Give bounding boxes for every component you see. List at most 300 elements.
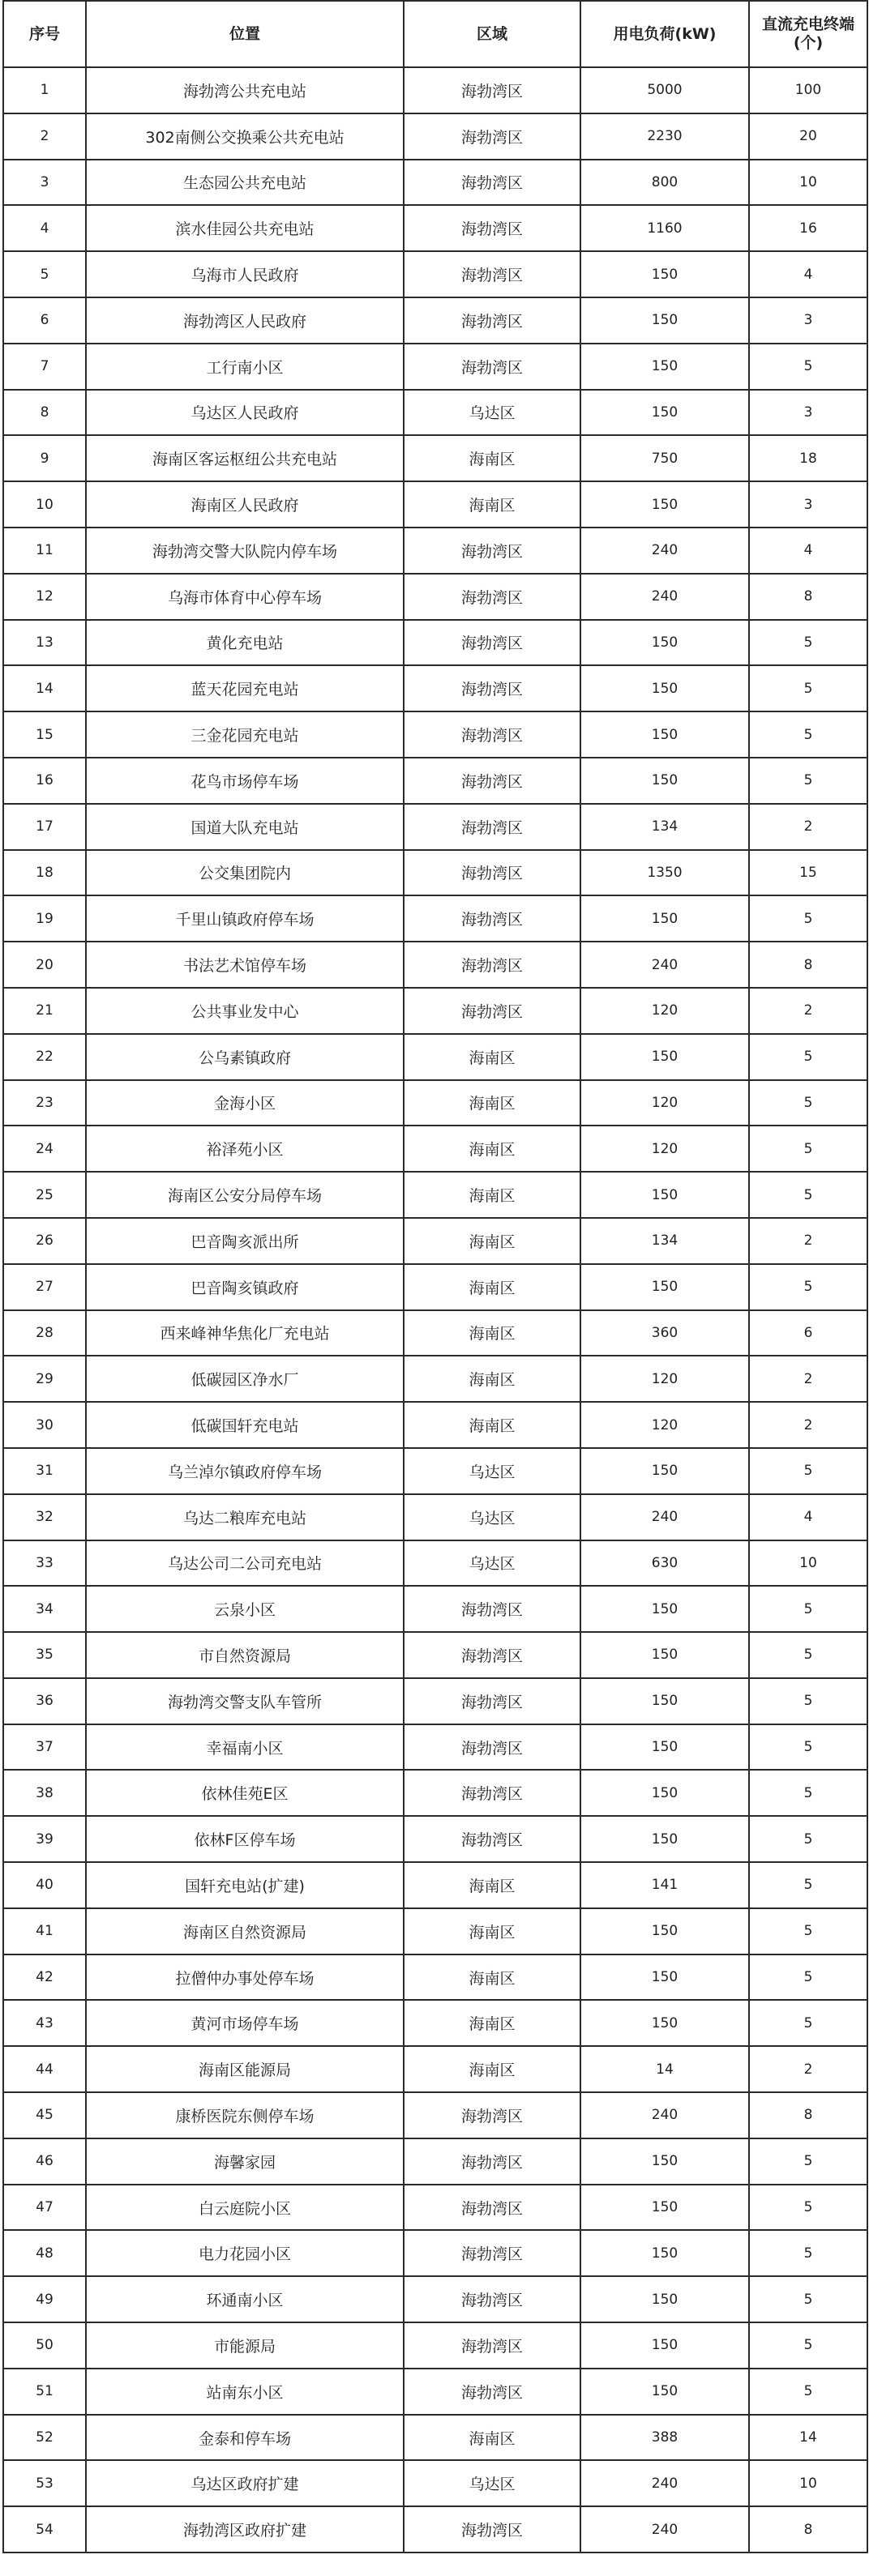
cell-power-load: 150 [580, 2276, 749, 2322]
cell-district: 海勃湾区 [404, 1770, 580, 1816]
cell-power-load: 150 [580, 251, 749, 297]
cell-serial-number: 6 [3, 297, 86, 344]
cell-serial-number: 28 [3, 1310, 86, 1356]
cell-dc-terminals: 5 [749, 1264, 867, 1310]
cell-power-load: 750 [580, 435, 749, 481]
cell-district: 海南区 [404, 1908, 580, 1954]
cell-district: 海勃湾区 [404, 895, 580, 942]
cell-district: 乌达区 [404, 2460, 580, 2506]
cell-serial-number: 18 [3, 850, 86, 896]
cell-serial-number: 44 [3, 2046, 86, 2092]
cell-location: 西来峰神华焦化厂充电站 [86, 1310, 404, 1356]
cell-power-load: 800 [580, 160, 749, 206]
cell-serial-number: 27 [3, 1264, 86, 1310]
cell-dc-terminals: 5 [749, 1080, 867, 1126]
cell-power-load: 120 [580, 1080, 749, 1126]
cell-district: 海南区 [404, 1264, 580, 1310]
cell-serial-number: 43 [3, 2000, 86, 2046]
table-row [3, 1540, 867, 1587]
cell-location: 康桥医院东侧停车场 [86, 2092, 404, 2138]
table-row [3, 711, 867, 758]
cell-district: 海勃湾区 [404, 804, 580, 850]
cell-dc-terminals: 5 [749, 2000, 867, 2046]
table-row [3, 2046, 867, 2092]
cell-serial-number: 9 [3, 435, 86, 481]
cell-dc-terminals: 5 [749, 1034, 867, 1080]
cell-location: 幸福南小区 [86, 1724, 404, 1771]
cell-dc-terminals: 5 [749, 895, 867, 942]
cell-district: 海勃湾区 [404, 528, 580, 574]
cell-district: 海南区 [404, 1034, 580, 1080]
cell-location: 海馨家园 [86, 2138, 404, 2185]
cell-serial-number: 19 [3, 895, 86, 942]
cell-district: 海勃湾区 [404, 711, 580, 758]
cell-location: 环通南小区 [86, 2276, 404, 2322]
cell-serial-number: 5 [3, 251, 86, 297]
cell-power-load: 2230 [580, 113, 749, 160]
cell-location: 乌达公司二公司充电站 [86, 1540, 404, 1587]
table-row [3, 297, 867, 344]
cell-location: 金泰和停车场 [86, 2415, 404, 2461]
cell-serial-number: 32 [3, 1494, 86, 1540]
cell-serial-number: 40 [3, 1862, 86, 1908]
cell-district: 海勃湾区 [404, 988, 580, 1034]
cell-location: 花鸟市场停车场 [86, 758, 404, 804]
cell-dc-terminals: 5 [749, 2276, 867, 2322]
cell-district: 海勃湾区 [404, 2369, 580, 2415]
cell-power-load: 120 [580, 988, 749, 1034]
cell-location: 乌海市人民政府 [86, 251, 404, 297]
cell-dc-terminals: 14 [749, 2415, 867, 2461]
header-district: 区域 [404, 1, 580, 67]
cell-power-load: 150 [580, 344, 749, 390]
cell-location: 工行南小区 [86, 344, 404, 390]
cell-power-load: 630 [580, 1540, 749, 1587]
cell-power-load: 150 [580, 620, 749, 666]
table-row [3, 1448, 867, 1494]
table-row [3, 665, 867, 711]
cell-dc-terminals: 2 [749, 2046, 867, 2092]
table-row [3, 390, 867, 436]
cell-serial-number: 50 [3, 2322, 86, 2369]
cell-location: 巴音陶亥派出所 [86, 1218, 404, 1264]
cell-location: 低碳国轩充电站 [86, 1402, 404, 1448]
table-row [3, 2322, 867, 2369]
cell-dc-terminals: 5 [749, 344, 867, 390]
cell-power-load: 240 [580, 942, 749, 988]
cell-serial-number: 10 [3, 481, 86, 528]
cell-location: 海南区客运枢纽公共充电站 [86, 435, 404, 481]
cell-dc-terminals: 5 [749, 2230, 867, 2276]
cell-power-load: 120 [580, 1356, 749, 1402]
cell-serial-number: 13 [3, 620, 86, 666]
cell-dc-terminals: 4 [749, 528, 867, 574]
cell-location: 裕泽苑小区 [86, 1126, 404, 1172]
cell-district: 海勃湾区 [404, 665, 580, 711]
cell-district: 海勃湾区 [404, 344, 580, 390]
cell-power-load: 388 [580, 2415, 749, 2461]
cell-serial-number: 53 [3, 2460, 86, 2506]
cell-power-load: 150 [580, 1034, 749, 1080]
table-row [3, 481, 867, 528]
cell-serial-number: 1 [3, 67, 86, 113]
cell-dc-terminals: 2 [749, 1218, 867, 1264]
table-row [3, 1126, 867, 1172]
cell-serial-number: 38 [3, 1770, 86, 1816]
cell-power-load: 240 [580, 2460, 749, 2506]
cell-district: 海勃湾区 [404, 574, 580, 620]
header-power-load: 用电负荷(kW) [580, 1, 749, 67]
cell-location: 依林佳苑E区 [86, 1770, 404, 1816]
cell-district: 海勃湾区 [404, 297, 580, 344]
cell-district: 海勃湾区 [404, 1816, 580, 1862]
cell-district: 海南区 [404, 1954, 580, 2001]
table-row [3, 942, 867, 988]
cell-dc-terminals: 10 [749, 2460, 867, 2506]
cell-location: 白云庭院小区 [86, 2185, 404, 2231]
cell-district: 海勃湾区 [404, 1586, 580, 1632]
cell-serial-number: 11 [3, 528, 86, 574]
table-row [3, 1678, 867, 1724]
table-row [3, 344, 867, 390]
cell-dc-terminals: 5 [749, 2185, 867, 2231]
cell-district: 海勃湾区 [404, 620, 580, 666]
cell-power-load: 150 [580, 1770, 749, 1816]
cell-dc-terminals: 5 [749, 2369, 867, 2415]
table-row [3, 251, 867, 297]
cell-serial-number: 2 [3, 113, 86, 160]
cell-dc-terminals: 5 [749, 758, 867, 804]
table-row [3, 1264, 867, 1310]
table-row [3, 113, 867, 160]
cell-serial-number: 4 [3, 205, 86, 251]
table-row [3, 620, 867, 666]
cell-power-load: 14 [580, 2046, 749, 2092]
cell-power-load: 150 [580, 2369, 749, 2415]
table-row [3, 2000, 867, 2046]
cell-serial-number: 15 [3, 711, 86, 758]
cell-dc-terminals: 2 [749, 988, 867, 1034]
cell-power-load: 150 [580, 2138, 749, 2185]
cell-power-load: 150 [580, 895, 749, 942]
cell-serial-number: 52 [3, 2415, 86, 2461]
cell-power-load: 134 [580, 1218, 749, 1264]
cell-power-load: 5000 [580, 67, 749, 113]
table-row [3, 1770, 867, 1816]
cell-location: 海勃湾区人民政府 [86, 297, 404, 344]
cell-location: 电力花园小区 [86, 2230, 404, 2276]
cell-location: 黄河市场停车场 [86, 2000, 404, 2046]
cell-power-load: 150 [580, 758, 749, 804]
cell-district: 海南区 [404, 1080, 580, 1126]
table-row [3, 2369, 867, 2415]
cell-dc-terminals: 10 [749, 1540, 867, 1587]
cell-power-load: 150 [580, 2000, 749, 2046]
cell-dc-terminals: 5 [749, 1586, 867, 1632]
cell-location: 乌海市体育中心停车场 [86, 574, 404, 620]
cell-dc-terminals: 6 [749, 1310, 867, 1356]
cell-serial-number: 42 [3, 1954, 86, 2001]
cell-district: 海勃湾区 [404, 850, 580, 896]
cell-power-load: 240 [580, 2506, 749, 2553]
cell-dc-terminals: 4 [749, 1494, 867, 1540]
cell-serial-number: 24 [3, 1126, 86, 1172]
cell-district: 海南区 [404, 2000, 580, 2046]
cell-location: 乌达区政府扩建 [86, 2460, 404, 2506]
cell-power-load: 150 [580, 1632, 749, 1678]
table-row [3, 2185, 867, 2231]
cell-serial-number: 16 [3, 758, 86, 804]
cell-location: 海南区自然资源局 [86, 1908, 404, 1954]
cell-dc-terminals: 2 [749, 804, 867, 850]
cell-district: 海南区 [404, 1218, 580, 1264]
header-dc-terminals: 直流充电终端(个) [749, 1, 867, 67]
cell-location: 乌兰淖尔镇政府停车场 [86, 1448, 404, 1494]
cell-district: 海勃湾区 [404, 113, 580, 160]
table-header-row [3, 1, 867, 67]
cell-serial-number: 22 [3, 1034, 86, 1080]
cell-dc-terminals: 5 [749, 1724, 867, 1771]
cell-district: 海勃湾区 [404, 1724, 580, 1771]
cell-district: 海南区 [404, 2046, 580, 2092]
table-row [3, 1862, 867, 1908]
cell-dc-terminals: 8 [749, 2092, 867, 2138]
table-row [3, 67, 867, 113]
cell-serial-number: 51 [3, 2369, 86, 2415]
table-row [3, 2506, 867, 2553]
cell-district: 乌达区 [404, 1448, 580, 1494]
cell-power-load: 1350 [580, 850, 749, 896]
cell-location: 国道大队充电站 [86, 804, 404, 850]
cell-serial-number: 47 [3, 2185, 86, 2231]
cell-location: 海南区公安分局停车场 [86, 1172, 404, 1218]
cell-power-load: 150 [580, 1172, 749, 1218]
cell-serial-number: 49 [3, 2276, 86, 2322]
cell-serial-number: 36 [3, 1678, 86, 1724]
cell-district: 海勃湾区 [404, 2276, 580, 2322]
table-row [3, 2092, 867, 2138]
cell-dc-terminals: 5 [749, 620, 867, 666]
cell-location: 乌达区人民政府 [86, 390, 404, 436]
cell-district: 海勃湾区 [404, 942, 580, 988]
charging-station-table [2, 0, 868, 2553]
cell-dc-terminals: 5 [749, 1908, 867, 1954]
cell-power-load: 150 [580, 1954, 749, 2001]
cell-dc-terminals: 5 [749, 711, 867, 758]
cell-dc-terminals: 5 [749, 1770, 867, 1816]
cell-serial-number: 48 [3, 2230, 86, 2276]
cell-location: 公乌素镇政府 [86, 1034, 404, 1080]
table-row [3, 2230, 867, 2276]
cell-power-load: 150 [580, 297, 749, 344]
table-row [3, 1172, 867, 1218]
cell-dc-terminals: 15 [749, 850, 867, 896]
cell-dc-terminals: 8 [749, 2506, 867, 2553]
cell-power-load: 150 [580, 1908, 749, 1954]
cell-power-load: 360 [580, 1310, 749, 1356]
cell-power-load: 134 [580, 804, 749, 850]
table-row [3, 2276, 867, 2322]
cell-dc-terminals: 5 [749, 1678, 867, 1724]
table-row [3, 1080, 867, 1126]
cell-dc-terminals: 2 [749, 1356, 867, 1402]
cell-district: 海勃湾区 [404, 2506, 580, 2553]
cell-serial-number: 26 [3, 1218, 86, 1264]
cell-district: 海南区 [404, 1402, 580, 1448]
cell-dc-terminals: 5 [749, 1816, 867, 1862]
cell-power-load: 150 [580, 2322, 749, 2369]
cell-district: 海勃湾区 [404, 2092, 580, 2138]
cell-dc-terminals: 20 [749, 113, 867, 160]
cell-serial-number: 8 [3, 390, 86, 436]
cell-dc-terminals: 3 [749, 481, 867, 528]
table-body [3, 67, 867, 2553]
cell-dc-terminals: 8 [749, 574, 867, 620]
cell-serial-number: 21 [3, 988, 86, 1034]
cell-district: 海勃湾区 [404, 1678, 580, 1724]
cell-serial-number: 54 [3, 2506, 86, 2553]
cell-district: 乌达区 [404, 1494, 580, 1540]
cell-location: 海勃湾交警大队院内停车场 [86, 528, 404, 574]
table-row [3, 160, 867, 206]
table-row [3, 1586, 867, 1632]
cell-dc-terminals: 4 [749, 251, 867, 297]
cell-serial-number: 41 [3, 1908, 86, 1954]
cell-serial-number: 46 [3, 2138, 86, 2185]
table-row [3, 758, 867, 804]
cell-dc-terminals: 100 [749, 67, 867, 113]
cell-serial-number: 31 [3, 1448, 86, 1494]
cell-power-load: 150 [580, 665, 749, 711]
cell-power-load: 141 [580, 1862, 749, 1908]
cell-location: 公交集团院内 [86, 850, 404, 896]
cell-power-load: 240 [580, 1494, 749, 1540]
cell-serial-number: 33 [3, 1540, 86, 1587]
table-row [3, 850, 867, 896]
cell-serial-number: 17 [3, 804, 86, 850]
cell-dc-terminals: 2 [749, 1402, 867, 1448]
table-row [3, 1908, 867, 1954]
cell-dc-terminals: 5 [749, 2138, 867, 2185]
cell-location: 市能源局 [86, 2322, 404, 2369]
cell-dc-terminals: 10 [749, 160, 867, 206]
cell-location: 海勃湾公共充电站 [86, 67, 404, 113]
cell-location: 金海小区 [86, 1080, 404, 1126]
cell-district: 乌达区 [404, 390, 580, 436]
cell-location: 蓝天花园充电站 [86, 665, 404, 711]
cell-district: 海勃湾区 [404, 2138, 580, 2185]
table-row [3, 1310, 867, 1356]
cell-dc-terminals: 5 [749, 1172, 867, 1218]
cell-district: 海勃湾区 [404, 2185, 580, 2231]
cell-dc-terminals: 5 [749, 1954, 867, 2001]
cell-district: 海南区 [404, 1310, 580, 1356]
table-row [3, 804, 867, 850]
cell-location: 海南区能源局 [86, 2046, 404, 2092]
cell-location: 生态园公共充电站 [86, 160, 404, 206]
cell-location: 乌达二粮库充电站 [86, 1494, 404, 1540]
cell-district: 海勃湾区 [404, 758, 580, 804]
cell-district: 乌达区 [404, 1540, 580, 1587]
table-row [3, 1632, 867, 1678]
cell-serial-number: 39 [3, 1816, 86, 1862]
table-row [3, 1218, 867, 1264]
cell-location: 海南区人民政府 [86, 481, 404, 528]
cell-serial-number: 3 [3, 160, 86, 206]
cell-district: 海勃湾区 [404, 1632, 580, 1678]
table-row [3, 1402, 867, 1448]
cell-location: 三金花园充电站 [86, 711, 404, 758]
cell-location: 拉僧仲办事处停车场 [86, 1954, 404, 2001]
cell-location: 302南侧公交换乘公共充电站 [86, 113, 404, 160]
cell-serial-number: 23 [3, 1080, 86, 1126]
cell-power-load: 150 [580, 1448, 749, 1494]
cell-location: 公共事业发中心 [86, 988, 404, 1034]
table-row [3, 1724, 867, 1771]
cell-serial-number: 7 [3, 344, 86, 390]
table-row [3, 2415, 867, 2461]
cell-power-load: 1160 [580, 205, 749, 251]
cell-district: 海勃湾区 [404, 2322, 580, 2369]
cell-district: 海勃湾区 [404, 67, 580, 113]
table-row [3, 435, 867, 481]
cell-power-load: 150 [580, 2230, 749, 2276]
cell-power-load: 120 [580, 1126, 749, 1172]
cell-serial-number: 37 [3, 1724, 86, 1771]
cell-location: 国轩充电站(扩建) [86, 1862, 404, 1908]
cell-serial-number: 45 [3, 2092, 86, 2138]
cell-location: 海勃湾交警支队车管所 [86, 1678, 404, 1724]
cell-location: 千里山镇政府停车场 [86, 895, 404, 942]
cell-dc-terminals: 3 [749, 297, 867, 344]
cell-district: 海南区 [404, 435, 580, 481]
cell-power-load: 150 [580, 1264, 749, 1310]
cell-serial-number: 29 [3, 1356, 86, 1402]
cell-power-load: 150 [580, 1724, 749, 1771]
cell-location: 低碳园区净水厂 [86, 1356, 404, 1402]
table-row [3, 988, 867, 1034]
cell-location: 海勃湾区政府扩建 [86, 2506, 404, 2553]
cell-power-load: 150 [580, 481, 749, 528]
cell-serial-number: 12 [3, 574, 86, 620]
table-row [3, 1356, 867, 1402]
cell-power-load: 240 [580, 2092, 749, 2138]
cell-location: 站南东小区 [86, 2369, 404, 2415]
cell-dc-terminals: 18 [749, 435, 867, 481]
cell-power-load: 150 [580, 711, 749, 758]
cell-power-load: 150 [580, 390, 749, 436]
table-row [3, 1816, 867, 1862]
cell-power-load: 120 [580, 1402, 749, 1448]
table-row [3, 205, 867, 251]
table-row [3, 2460, 867, 2506]
cell-district: 海南区 [404, 1172, 580, 1218]
cell-dc-terminals: 5 [749, 665, 867, 711]
cell-district: 海南区 [404, 481, 580, 528]
cell-location: 巴音陶亥镇政府 [86, 1264, 404, 1310]
cell-power-load: 150 [580, 1678, 749, 1724]
cell-power-load: 240 [580, 528, 749, 574]
table-row [3, 1954, 867, 2001]
cell-power-load: 240 [580, 574, 749, 620]
cell-district: 海南区 [404, 1356, 580, 1402]
table-row [3, 895, 867, 942]
cell-serial-number: 34 [3, 1586, 86, 1632]
cell-district: 海勃湾区 [404, 160, 580, 206]
cell-dc-terminals: 5 [749, 1862, 867, 1908]
cell-dc-terminals: 16 [749, 205, 867, 251]
cell-power-load: 150 [580, 2185, 749, 2231]
